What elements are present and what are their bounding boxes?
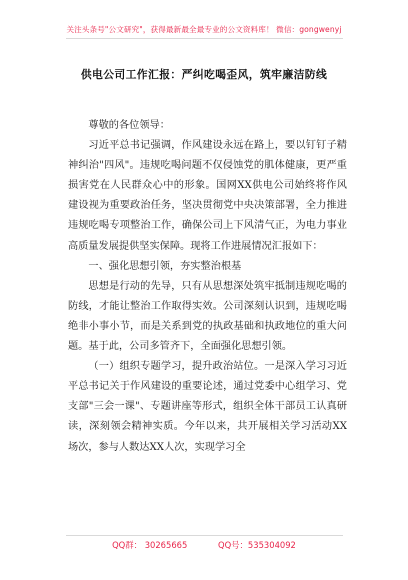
paragraph-section-1: 思想是行动的先导，只有从思想深处筑牢抵制违规吃喝的防线，才能让整治工作取得实效。公司深刻认识到，违规吃喝绝非小事小节，而是关系到党的执政基础和执政地位的重大问题。基于此，公司多管齐下，全面强化思想引领。 [68,280,347,353]
header-divider [66,38,343,39]
salutation: 尊敬的各位领导： [88,120,170,131]
footer-contact [0,539,408,551]
document-body [68,116,347,458]
qq-number: QQ号：535304092 [218,540,296,550]
footer-divider [66,535,343,536]
paragraph-intro: 习近平总书记强调，作风建设永远在路上，要以钉钉子精神纠治"四风"。违规吃喝问题不仅侵蚀党的肌体健康，更严重损害党在人民群众心中的形象。国网XX供电公司始终将作风建设视为重要政治任务，坚决贯彻党中央决策部署，全力推进违规吃喝专项整治工作，确保公司上下风清气正，为电力事业高质量发展提供坚实保障。现将工作进展情况汇报如下： [68,140,347,252]
paragraph-subsection-1: （一）组织专题学习，提升政治站位。一是深入学习习近平总书记关于作风建设的重要论述，通过党委中心组学习、党支部"三会一课"、专题讲座等形式，组织全体干部员工认真研读，深刻领会精神实质。今年以来，共开展相关学习活动XX场次，参与人数达XX人次，实现学习全 [68,361,347,453]
qq-group-number: QQ群： 30265665 [112,540,188,550]
section-heading-1: 一、强化思想引领，夯实整治根基 [88,260,242,272]
header-banner: 关注头条号"公文研究"，获得最新最全最专业的公文资料库！ 微信：gongwenyj [66,25,342,34]
document-title: 供电公司工作汇报：严纠吃喝歪风，筑牢廉洁防线 [80,68,328,81]
